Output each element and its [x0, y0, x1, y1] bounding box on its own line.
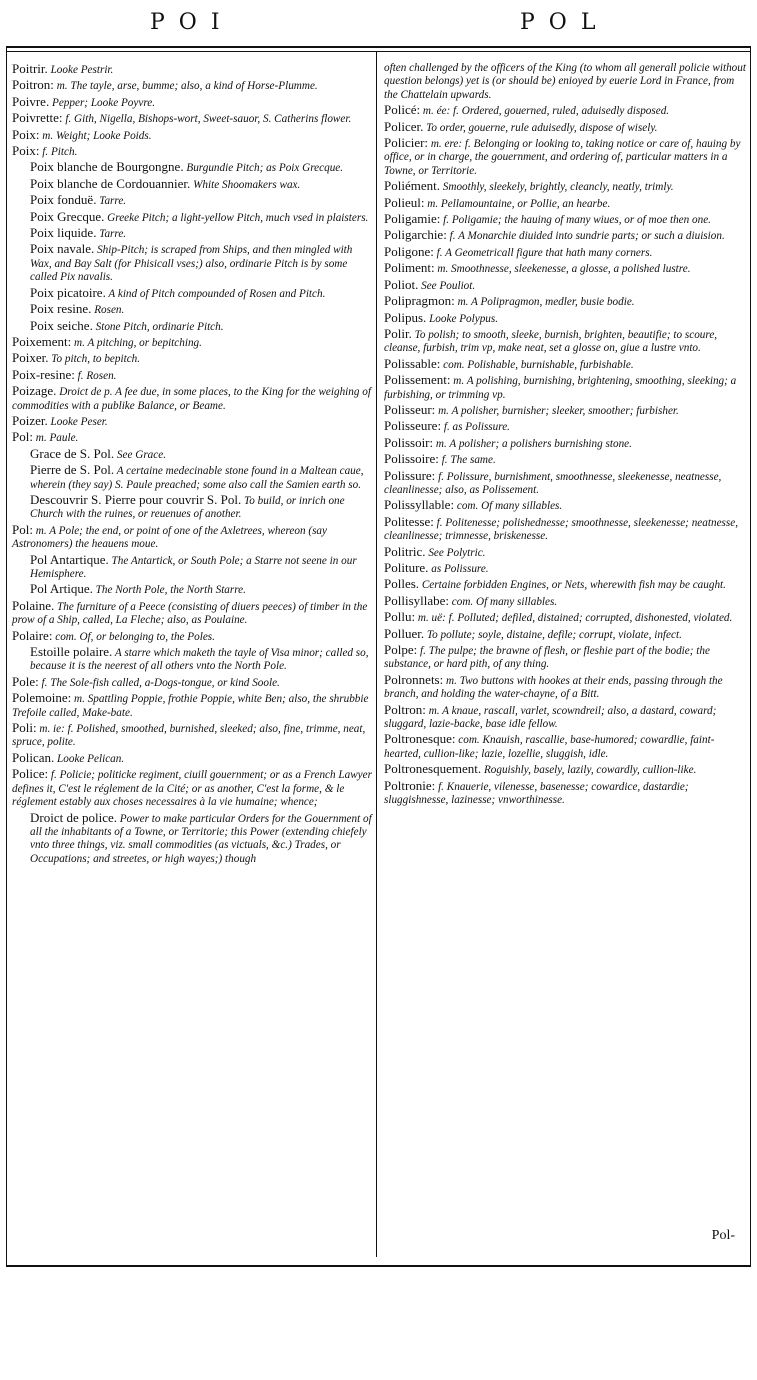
dictionary-entry — [12, 226, 372, 241]
entry-gloss: m. ie: f. Polished, smoothed, burnished, sleeked; also, fine, trimme, neat, spruce, polite. — [12, 723, 366, 749]
dictionary-entry — [12, 62, 372, 77]
entry-headword: Polemoine: — [12, 690, 72, 706]
right-column — [384, 62, 746, 808]
entry-gloss: Looke Pestrir. — [47, 64, 114, 76]
entry-headword: Poligamie: — [384, 211, 441, 227]
dictionary-entry — [384, 294, 746, 309]
entry-headword: Pollu: — [384, 609, 416, 625]
entry-headword: Polissement: — [384, 372, 451, 388]
dictionary-entry — [12, 302, 372, 317]
dictionary-entry — [384, 120, 746, 135]
entry-headword: Poltronesque: — [384, 731, 456, 747]
dictionary-entry — [12, 384, 372, 413]
entry-headword: Poix blanche de Cordouannier. — [30, 175, 191, 191]
entry-gloss: m. Paule. — [32, 432, 79, 445]
entry-headword: Pol: — [12, 521, 33, 537]
dictionary-entry — [12, 691, 372, 720]
entry-headword: Pol Antartique. — [30, 551, 109, 567]
dictionary-entry — [12, 335, 372, 350]
dictionary-entry — [12, 414, 372, 429]
entry-headword: Descouvrir S. Pierre pour couvrir S. Pol. — [30, 491, 242, 507]
entry-headword: Politure. — [384, 560, 429, 575]
entry-gloss: f. Rosen. — [74, 369, 117, 382]
column-divider — [376, 52, 377, 1257]
entry-headword: Poliment: — [384, 260, 435, 276]
dictionary-entry — [384, 373, 746, 402]
dictionary-entry — [12, 144, 372, 159]
entry-headword: Polluer. — [384, 625, 425, 641]
entry-headword: Polican. — [12, 749, 55, 765]
dictionary-entry — [384, 357, 746, 372]
dictionary-entry — [12, 368, 372, 383]
dictionary-entry — [12, 351, 372, 366]
dictionary-entry — [384, 732, 746, 761]
entry-headword: Droict de police. — [30, 809, 117, 825]
dictionary-entry — [12, 210, 372, 225]
dictionary-entry — [384, 436, 746, 451]
dictionary-entry — [384, 403, 746, 418]
dictionary-entry — [12, 751, 372, 766]
dictionary-entry — [384, 103, 746, 118]
entry-gloss: Pepper; Looke Poyvre. — [49, 96, 156, 109]
dictionary-entry — [384, 261, 746, 276]
dictionary-entry — [384, 594, 746, 609]
entry-gloss: See Grace. — [114, 448, 166, 461]
frame-right-rule — [750, 46, 751, 1266]
dictionary-entry — [12, 177, 372, 192]
dictionary-entry — [384, 469, 746, 498]
entry-gloss: Tarre. — [96, 228, 127, 241]
entry-gloss: Looke Peser. — [47, 415, 108, 428]
entry-gloss: m. Smoothnesse, sleekenesse, a glosse, a polished lustre. — [434, 263, 691, 276]
entry-headword: Grace de S. Pol. — [30, 445, 115, 461]
dictionary-entry — [384, 610, 746, 625]
entry-headword: Poizage. — [12, 383, 57, 399]
entry-gloss: m. A polisher; a polishers burnishing stone. — [433, 437, 632, 450]
entry-headword: Poixement: — [12, 333, 72, 349]
entry-headword: Pierre de S. Pol. — [30, 462, 115, 478]
entry-gloss: f. The Sole-fish called, a-Dogs-tongue, or kind Soole. — [38, 676, 280, 689]
entry-gloss: often challenged by the officers of the King (to whom all generall policie without question belongs) yet is (or should be) enioyed by euerie Lord in France, from the Chattelain upwards. — [384, 62, 746, 101]
entry-gloss: f. A Monarchie diuided into sundrie parts; or such a diuision. — [446, 230, 725, 243]
entry-headword: Polir. — [384, 325, 412, 341]
entry-headword: Poitrir. — [12, 61, 48, 76]
entry-gloss: Smoothly, sleekely, brightly, cleancly, neatly, trimly. — [439, 181, 674, 194]
entry-headword: Poix blanche de Bourgongne. — [30, 159, 184, 175]
entry-gloss: f. Poligamie; the hauing of many wiues, or of moe then one. — [440, 214, 711, 227]
entry-gloss: com. Of many sillables. — [449, 595, 558, 608]
dictionary-entry — [12, 78, 372, 93]
entry-gloss: com. Of many sillables. — [454, 500, 563, 513]
dictionary-entry — [384, 498, 746, 513]
entry-gloss: m. A knaue, rascall, varlet, scowndreil; also, a dastard, coward; sluggard, lazie-backe, base idle fellow. — [384, 704, 717, 731]
entry-gloss: com. Polishable, burnishable, furbishable. — [440, 358, 634, 371]
entry-headword: Poliot. — [384, 276, 419, 292]
dictionary-entry — [12, 599, 372, 628]
entry-gloss: f. A Geometricall figure that hath many corners. — [433, 246, 653, 259]
dictionary-entry — [12, 675, 372, 690]
dictionary-entry — [384, 278, 746, 293]
entry-gloss: A certaine medecinable stone found in a Maltean caue, wherein (they say) S. Paule preached; some also call the Samien earth so. — [30, 465, 364, 491]
entry-headword: Poix navale. — [30, 241, 95, 257]
entry-gloss: f. Policie; politicke regiment, ciuill gouernment; or as a French Lawyer defines it, C'est le réglement de la Cité; or as another, C'est la forme, & le réglement estably aux choses necessaires à la vie humaine; whence; — [12, 769, 372, 809]
entry-gloss: m. A pitching, or bepitching. — [71, 336, 202, 349]
entry-headword: Poizer. — [12, 412, 48, 428]
entry-gloss: White Shoomakers wax. — [190, 178, 301, 191]
dictionary-entry — [384, 561, 746, 576]
dictionary-entry — [12, 811, 372, 867]
entry-gloss: m. uë: f. Polluted; defiled, distained; corrupted, dishonested, violated. — [415, 612, 733, 625]
entry-headword: Pole: — [12, 673, 39, 689]
dictionary-entry — [12, 523, 372, 552]
entry-headword: Poltronesquement. — [384, 761, 482, 777]
entry-gloss: Certaine forbidden Engines, or Nets, wherewith fish may be caught. — [419, 579, 726, 592]
entry-gloss: Roguishly, basely, lazily, cowardly, cullion-like. — [481, 764, 697, 777]
entry-gloss: f. as Polissure. — [441, 421, 510, 434]
entry-gloss: To polish; to smooth, sleeke, burnish, brighten, beautifie; to scoure, cleanse, furbish, trim vp, make neat, set a glosse on, giue a lustre vnto. — [384, 328, 718, 355]
entry-headword: Police: — [12, 766, 49, 782]
entry-headword: Poligarchie: — [384, 227, 447, 243]
entry-gloss: m. A Polipragmon, medler, busie bodie. — [454, 296, 635, 309]
entry-headword: Poligone: — [384, 243, 434, 259]
entry-headword: Poltron: — [384, 701, 426, 717]
frame-top-rule-inner — [6, 51, 751, 52]
dictionary-entry — [12, 629, 372, 644]
entry-gloss: m. The tayle, arse, bumme; also, a kind of Horse-Plumme. — [53, 80, 318, 93]
entry-gloss: Stone Pitch, ordinarie Pitch. — [92, 320, 224, 333]
dictionary-entry — [12, 493, 372, 522]
dictionary-entry — [12, 193, 372, 208]
entry-gloss: Tarre. — [96, 195, 127, 208]
dictionary-entry — [384, 212, 746, 227]
entry-headword: Pol: — [12, 429, 33, 445]
entry-gloss: The furniture of a Peece (consisting of diuers peeces) of timber in the prow of a Ship, called, La Fleche; also, as Poulaine. — [12, 600, 368, 627]
entry-gloss: com. Of, or belonging to, the Poles. — [52, 630, 215, 643]
dictionary-entry — [384, 62, 746, 102]
dictionary-entry — [12, 463, 372, 492]
entry-headword: Poitron: — [12, 77, 54, 93]
entry-gloss: m. A polishing, burnishing, brightening, smoothing, sleeking; a furbishing, or trimming vp. — [384, 375, 737, 401]
entry-headword: Polissable: — [384, 355, 441, 371]
entry-gloss: Power to make particular Orders for the Gouernment of all the inhabitants of a Towne, or Territorie; this Power (extending chiefely vnto three things, viz. small commodities (as victuals, &c.) Trades, or Occupations; and streetes, or high wayes;) though — [30, 812, 372, 865]
dictionary-entry — [384, 196, 746, 211]
dictionary-entry — [384, 136, 746, 178]
entry-gloss: To pitch, to bepitch. — [48, 353, 141, 366]
entry-headword: Poivre. — [12, 93, 50, 109]
entry-headword: Polaire: — [12, 627, 53, 643]
entry-gloss: The North Pole, the North Starre. — [92, 584, 246, 597]
entry-headword: Poix seiche. — [30, 317, 93, 333]
dictionary-entry — [384, 703, 746, 732]
dictionary-entry — [12, 111, 372, 126]
entry-headword: Poltronie: — [384, 777, 436, 793]
entry-gloss: Looke Polypus. — [426, 312, 499, 325]
dictionary-entry — [384, 452, 746, 467]
dictionary-entry — [384, 228, 746, 243]
frame-left-rule — [6, 46, 7, 1266]
entry-gloss: com. Knauish, rascallie, base-humored; cowardlie, faint-hearted, cullion-like; lazie, lozellie, sluggish, idle. — [384, 734, 715, 760]
entry-gloss: f. Knauerie, vilenesse, basenesse; cowardice, dastardie; sluggishnesse, lazinesse; vnworthinesse. — [384, 780, 689, 807]
entry-gloss: m. Pellamountaine, or Pollie, an hearbe. — [424, 197, 611, 210]
entry-headword: Poixer. — [12, 350, 49, 366]
entry-gloss: f. The pulpe; the brawne of flesh, or fleshie part of the bodie; the substance, or hard pith, of any thing. — [384, 645, 710, 671]
entry-headword: Pol Artique. — [30, 581, 93, 597]
entry-headword: Polisseure: — [384, 418, 442, 434]
dictionary-entry — [12, 286, 372, 301]
entry-headword: Polieul: — [384, 194, 425, 210]
dictionary-entry — [384, 577, 746, 592]
entry-headword: Pollisyllabe: — [384, 592, 449, 608]
dictionary-entry — [12, 447, 372, 462]
entry-gloss: To order, gouerne, rule aduisedly, dispose of wisely. — [423, 121, 658, 134]
entry-headword: Estoille polaire. — [30, 644, 113, 660]
dictionary-entry — [12, 160, 372, 175]
dictionary-entry — [384, 673, 746, 702]
dictionary-entry — [384, 545, 746, 560]
entry-headword: Polronnets: — [384, 671, 444, 687]
entry-gloss: m. Two buttons with hookes at their ends, passing through the branch, and holding the water-chayne, of a Bitt. — [384, 674, 723, 701]
entry-headword: Polissoir: — [384, 434, 434, 450]
entry-gloss: f. Polissure, burnishment, smoothnesse, sleekenesse, neatnesse, cleanlinesse; also, as Polissement. — [384, 470, 722, 496]
dictionary-entry — [12, 430, 372, 445]
entry-gloss: m. Weight; Looke Poids. — [39, 129, 152, 142]
entry-gloss: Droict de p. A fee due, in some places, to the King for the weighing of commodities with a publike Balance, or Beame. — [12, 386, 371, 412]
entry-gloss: f. Gith, Nigella, Bishops-wort, Sweet-sauor, S. Catherins flower. — [62, 113, 352, 126]
entry-gloss: Ship-Pitch; is scraped from Ships, and then mingled with Wax, and Bay Salt (for Phisicall vses;) also, ordinarie Pitch is by some called Pix navalis. — [30, 244, 353, 284]
dictionary-entry — [12, 553, 372, 582]
entry-headword: Poivrette: — [12, 110, 63, 126]
entry-headword: Policer. — [384, 118, 424, 134]
entry-gloss: Looke Pelican. — [54, 752, 125, 765]
dictionary-entry — [12, 767, 372, 809]
frame-bottom-rule — [6, 1265, 751, 1267]
dictionary-entry — [384, 327, 746, 356]
entry-headword: Polipus. — [384, 309, 427, 325]
entry-gloss: m. ere: f. Belonging or looking to, taking notice or care of, hauing by office, or in charge, the gouernment, and ordering of, particular matters in a Towne, or Territorie. — [384, 138, 741, 177]
header-right: POL — [520, 10, 610, 35]
entry-gloss: m. A Pole; the end, or point of one of the Axletrees, whereon (say Astronomers) the heauens moue. — [12, 524, 327, 551]
dictionary-entry — [12, 645, 372, 674]
entry-gloss: m. ée: f. Ordered, gouerned, ruled, aduisedly disposed. — [420, 105, 670, 118]
dictionary-entry — [384, 311, 746, 326]
header-left: POI — [150, 10, 234, 35]
entry-headword: Poix Grecque. — [30, 208, 105, 224]
entry-headword: Politric. — [384, 543, 426, 559]
entry-gloss: Rosen. — [91, 304, 125, 317]
entry-gloss: A starre which maketh the tayle of Visa minor; called so, because it is the neerest of all others vnto the North Pole. — [30, 647, 369, 673]
catchword: Pol- — [711, 1228, 735, 1243]
entry-gloss: See Polytric. — [425, 546, 486, 559]
entry-gloss: Greeke Pitch; a light-yellow Pitch, much vsed in plaisters. — [104, 211, 369, 224]
entry-gloss: To pollute; soyle, distaine, defile; corrupt, violate, infect. — [424, 628, 682, 641]
dictionary-entry — [12, 128, 372, 143]
entry-headword: Polles. — [384, 576, 420, 592]
dictionary-entry — [12, 582, 372, 597]
entry-headword: Polissoire: — [384, 451, 439, 467]
entry-headword: Policier: — [384, 135, 429, 151]
entry-headword: Poix: — [12, 126, 40, 142]
entry-gloss: as Polissure. — [428, 563, 489, 575]
running-header — [0, 10, 757, 40]
entry-headword: Polpe: — [384, 642, 418, 658]
dictionary-entry — [384, 419, 746, 434]
entry-headword: Polissyllable: — [384, 497, 455, 513]
entry-gloss: A kind of Pitch compounded of Rosen and Pitch. — [105, 287, 326, 300]
entry-headword: Polisseur: — [384, 401, 436, 417]
dictionary-entry — [384, 627, 746, 642]
entry-gloss: m. Spattling Poppie, frothie Poppie, white Ben; also, the shrubbie Trefoile called, Make-bate. — [12, 693, 369, 719]
entry-headword: Poix fonduë. — [30, 192, 97, 208]
entry-headword: Polaine. — [12, 597, 55, 613]
dictionary-entry — [384, 643, 746, 672]
entry-gloss: f. The same. — [438, 454, 496, 467]
entry-headword: Poix: — [12, 143, 40, 159]
entry-gloss: The Antartick, or South Pole; a Starre not seene in our Hemisphere. — [30, 554, 357, 580]
dictionary-entry — [384, 245, 746, 260]
dictionary-entry — [12, 319, 372, 334]
dictionary-entry — [12, 721, 372, 750]
dictionary-entry — [384, 179, 746, 194]
entry-gloss: m. A polisher, burnisher; sleeker, smoother; furbisher. — [435, 404, 679, 417]
left-column — [12, 62, 372, 866]
entry-headword: Politesse: — [384, 513, 434, 529]
entry-headword: Poix liquide. — [30, 225, 97, 241]
dictionary-entry — [384, 779, 746, 808]
dictionary-entry — [384, 762, 746, 777]
entry-headword: Poliément. — [384, 178, 440, 194]
frame-top-rule — [6, 46, 751, 48]
entry-headword: Poix-resine: — [12, 366, 75, 382]
entry-headword: Poix resine. — [30, 301, 92, 317]
entry-gloss: f. Pitch. — [39, 146, 78, 159]
dictionary-entry — [384, 515, 746, 544]
entry-gloss: See Pouliot. — [418, 279, 476, 292]
entry-headword: Poix picatoire. — [30, 284, 106, 300]
entry-gloss: Burgundie Pitch; as Poix Grecque. — [183, 162, 344, 175]
entry-headword: Polissure: — [384, 467, 436, 483]
entry-gloss: f. Politenesse; polishednesse; smoothnesse, sleekenesse; neatnesse, cleanlinesse; trimnesse, briskenesse. — [384, 516, 738, 543]
entry-gloss: To build, or inrich one Church with the ruines, or reuenues of another. — [30, 494, 345, 521]
entry-headword: Polipragmon: — [384, 293, 455, 309]
dictionary-entry — [12, 242, 372, 284]
entry-headword: Poli: — [12, 720, 37, 736]
dictionary-entry — [12, 95, 372, 110]
entry-headword: Policé: — [384, 102, 421, 118]
